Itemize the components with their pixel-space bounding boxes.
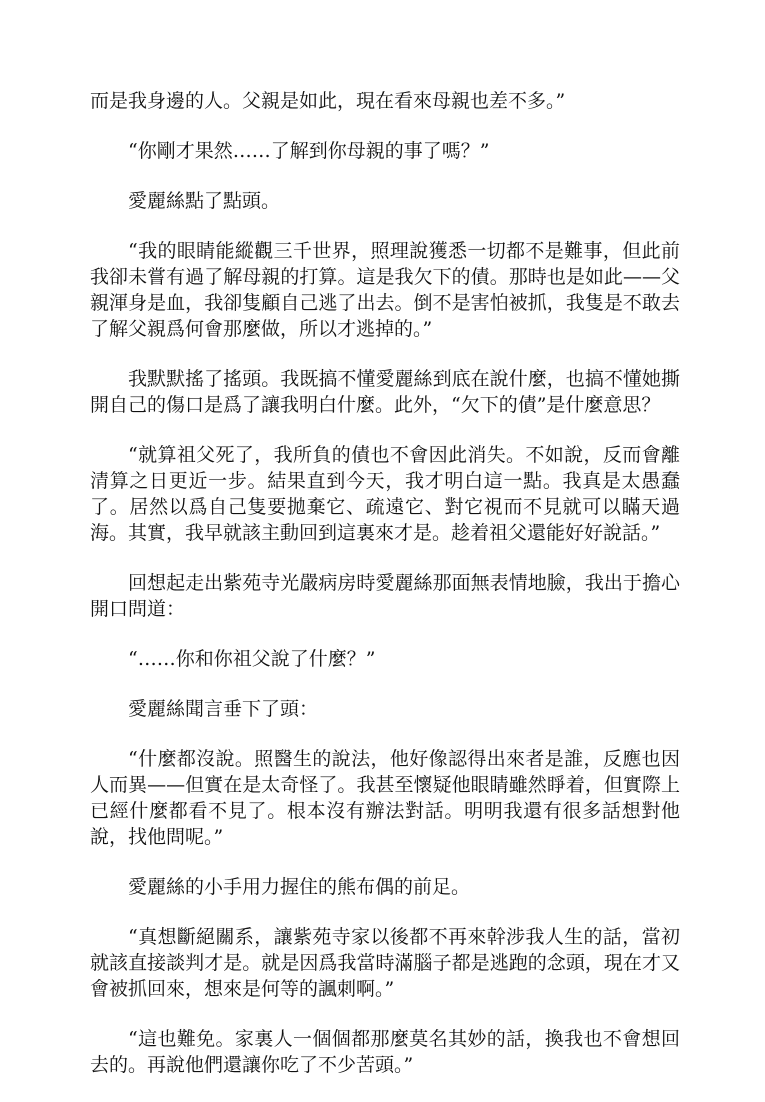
- document-page: [90, 88, 680, 1102]
- paragraph-13: “這也難免。家裏人一個個都那麼莫名其妙的話，換我也不會想回去的。再說他們還讓你吃了不少苦頭。”: [90, 1028, 680, 1076]
- paragraph-6: “就算祖父死了，我所負的債也不會因此消失。不如說，反而會離清算之日更近一步。結果直到今天，我才明白這一點。我真是太愚蠢了。居然以爲自己隻要拋棄它、疏遠它、對它視而不見就可以瞞天過海。其實，我早就該主動回到這裏來才是。趁着祖父還能好好說話。”: [90, 444, 680, 544]
- paragraph-5: 我默默搖了搖頭。我既搞不懂愛麗絲到底在說什麼，也搞不懂她撕開自己的傷口是爲了讓我明白什麼。此外，“欠下的債”是什麼意思？: [90, 368, 680, 416]
- paragraph-11: 愛麗絲的小手用力握住的熊布偶的前足。: [128, 876, 471, 898]
- paragraph-10: “什麼都沒說。照醫生的說法，他好像認得出來者是誰，反應也因人而異——但實在是太奇怪了。我甚至懷疑他眼睛雖然睜着，但實際上已經什麼都看不見了。根本沒有辦法對話。明明我還有很多話想對他說，找他問呢。”: [90, 748, 680, 848]
- paragraph-1: 而是我身邊的人。父親是如此，現在看來母親也差不多。”: [90, 90, 566, 112]
- paragraph-9: 愛麗絲聞言垂下了頭：: [128, 698, 319, 720]
- paragraph-12: “真想斷絕關系，讓紫苑寺家以後都不再來幹涉我人生的話，當初就該直接談判才是。就是因爲我當時滿腦子都是逃跑的念頭，現在才又會被抓回來，想來是何等的諷刺啊。”: [90, 926, 680, 1000]
- paragraph-2: “你剛才果然……了解到你母親的事了嗎？”: [128, 140, 490, 162]
- paragraph-8: “……你和你祖父說了什麼？”: [128, 648, 376, 670]
- paragraph-7: 回想起走出紫苑寺光嚴病房時愛麗絲那面無表情地臉，我出于擔心開口問道：: [90, 572, 680, 620]
- paragraph-3: 愛麗絲點了點頭。: [128, 190, 281, 212]
- paragraph-4: “我的眼睛能縱觀三千世界，照理說獲悉一切都不是難事，但此前我卻未嘗有過了解母親的打算。這是我欠下的債。那時也是如此——父親渾身是血，我卻隻顧自己逃了出去。倒不是害怕被抓，我隻是不敢去了解父親爲何會那麼做，所以才逃掉的。”: [90, 240, 680, 340]
